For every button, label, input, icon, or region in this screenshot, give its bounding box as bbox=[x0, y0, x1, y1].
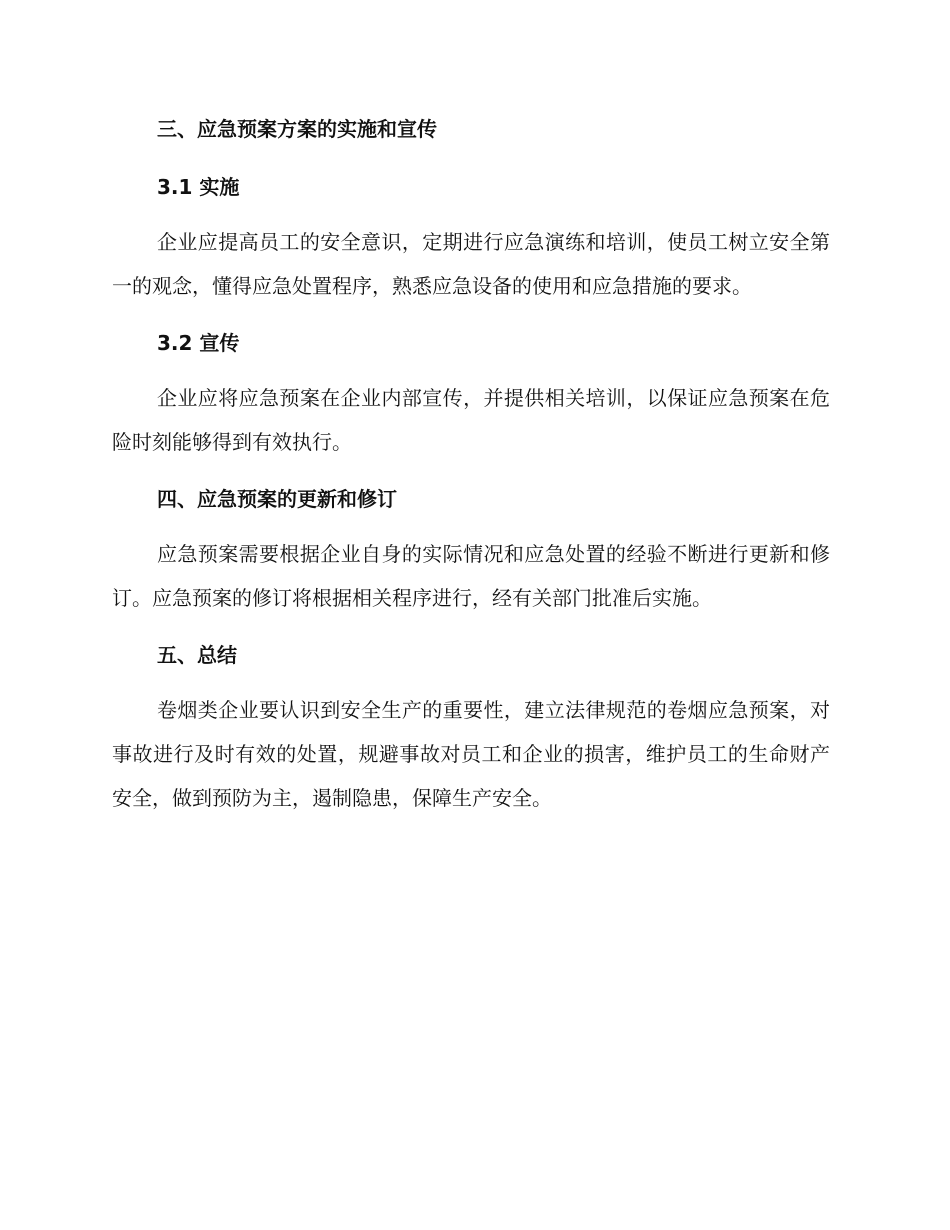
section-3-1-paragraph: 企业应提高员工的安全意识，定期进行应急演练和培训，使员工树立安全第一的观念，懂得应急处置程序，熟悉应急设备的使用和应急措施的要求。 bbox=[112, 230, 830, 298]
section-4-heading: 四、应急预案的更新和修订 bbox=[157, 487, 397, 511]
section-3-heading: 三、应急预案方案的实施和宣传 bbox=[157, 117, 437, 141]
section-3-1-heading: 3.1 实施 bbox=[157, 175, 240, 199]
section-5-paragraph: 卷烟类企业要认识到安全生产的重要性，建立法律规范的卷烟应急预案，对事故进行及时有效的处置，规避事故对员工和企业的损害，维护员工的生命财产安全，做到预防为主，遏制隐患，保障生产安全。 bbox=[112, 698, 830, 810]
section-5-heading: 五、总结 bbox=[157, 643, 237, 667]
section-4-paragraph: 应急预案需要根据企业自身的实际情况和应急处置的经验不断进行更新和修订。应急预案的修订将根据相关程序进行，经有关部门批准后实施。 bbox=[112, 542, 830, 610]
document-body bbox=[112, 112, 830, 820]
section-3-2-heading: 3.2 宣传 bbox=[157, 331, 240, 355]
section-3-2-paragraph: 企业应将应急预案在企业内部宣传，并提供相关培训，以保证应急预案在危险时刻能够得到有效执行。 bbox=[112, 386, 830, 454]
